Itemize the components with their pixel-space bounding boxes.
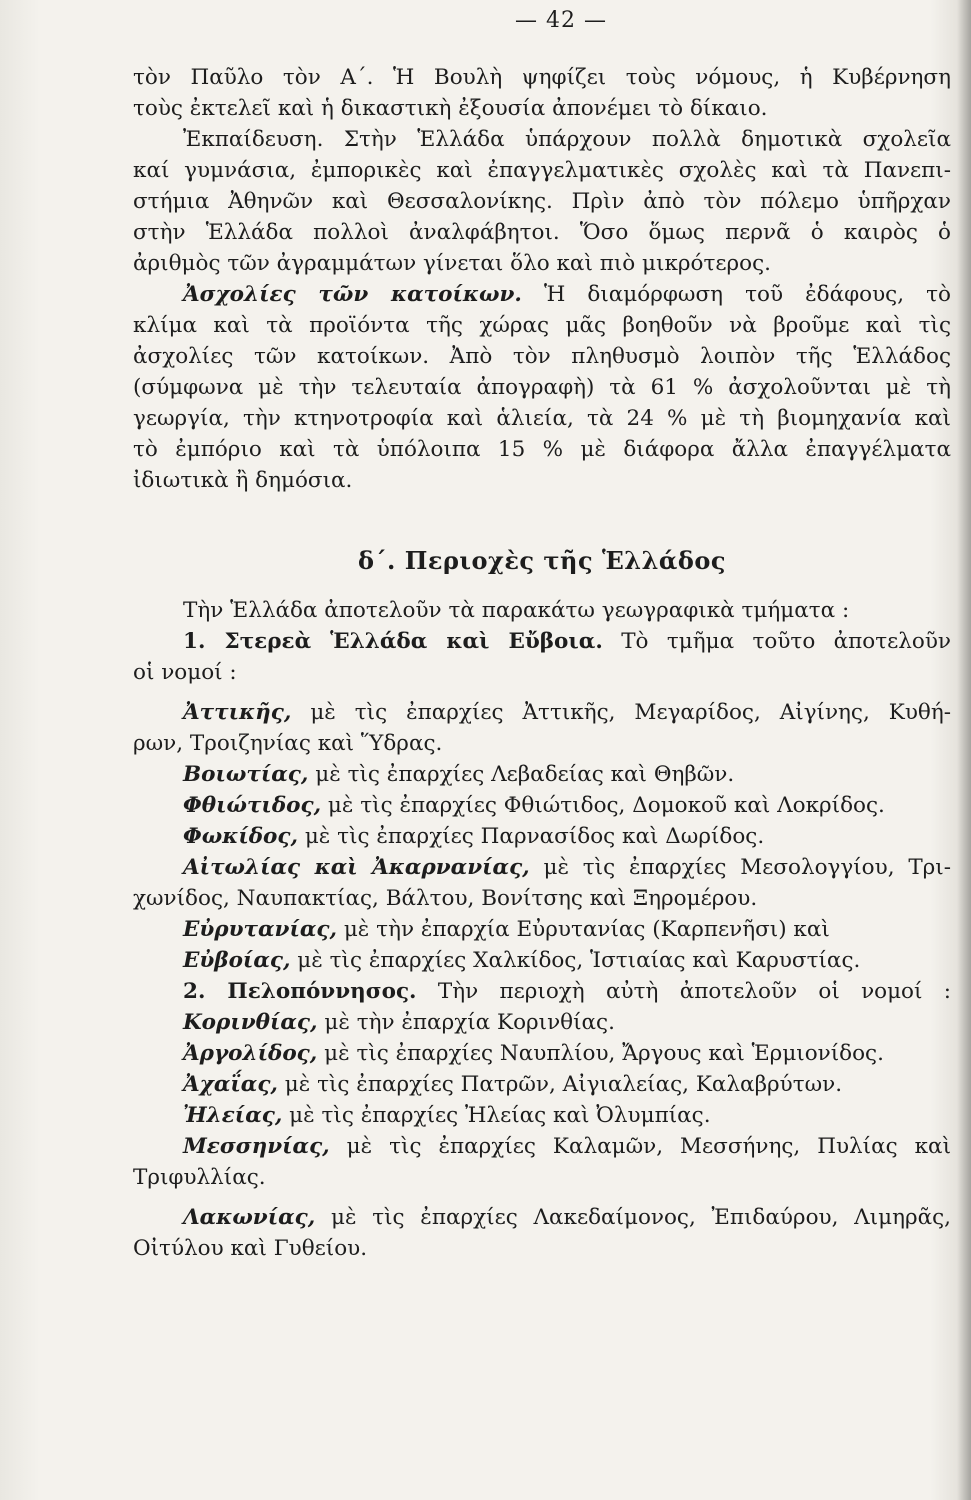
text-line: καί γυμνάσια, ἐμπορικὲς καὶ ἐπαγγελματικὲς σχολὲς καὶ τὰ Πανεπι- (133, 158, 951, 183)
text-line (133, 883, 951, 914)
prefecture-entry (133, 852, 951, 883)
part2-heading: 2. Πελοπόννησος. (183, 979, 417, 1004)
text-span: ρων, Τροιζηνίας καὶ Ὕδρας. (133, 731, 443, 756)
prefecture-entry (133, 1100, 951, 1131)
text-line (133, 1233, 951, 1264)
text-span: μὲ τὶς ἐπαρχίες Παρνασίδος καὶ Δωρίδος. (304, 824, 765, 849)
text-span: μὲ τὶς ἐπαρχίες Πατρῶν, Αἰγιαλείας, Καλαβρύτων. (284, 1072, 843, 1097)
text-span: μὲ τὶς ἐπαρχίες Μεσολογγίου, Τρι- (543, 855, 951, 880)
prefecture-name: Ἀττικῆς, (183, 700, 292, 725)
text-span: Ἡ διαμόρφωση τοῦ ἐδάφους, τὸ (543, 282, 951, 307)
text-span: μὲ τὶς ἐπαρχίες Ἠλείας καὶ Ὀλυμπίας. (289, 1103, 711, 1128)
prefecture-name: Φθιώτιδος, (183, 793, 322, 818)
prefecture-entry (133, 821, 951, 852)
text-span: Τὸ τμῆμα τοῦτο ἀποτελοῦν (621, 629, 951, 654)
paragraph-education (133, 124, 951, 155)
text-line: τὸν Παῦλο τὸν Α΄. Ἡ Βουλὴ ψηφίζει τοὺς νόμους, ἡ Κυβέρνηση (133, 65, 951, 90)
part1-heading-line (133, 626, 951, 657)
text-line: κλίμα καὶ τὰ προϊόντα τῆς χώρας μᾶς βοηθοῦν νὰ βροῦμε καὶ τὶς (133, 313, 951, 338)
prefecture-entry (133, 697, 951, 728)
paragraph-occupations (133, 279, 951, 310)
prefecture-entry (133, 1038, 951, 1069)
part1-heading: 1. Στερεὰ Ἑλλάδα καὶ Εὔβοια. (183, 629, 603, 654)
prefecture-name: Αἰτωλίας καὶ Ἀκαρνανίας, (183, 855, 530, 880)
prefecture-entry (133, 1202, 951, 1233)
text-line: ἀριθμὸς τῶν ἀγραμμάτων γίνεται ὅλο καὶ πιὸ μικρότερος. (133, 251, 771, 276)
prefecture-name: Λακωνίας, (183, 1205, 316, 1230)
part1-prefecture-list (133, 697, 951, 976)
text-span: Τὴν περιοχὴ αὐτὴ ἀποτελοῦν οἱ νομοί : (437, 979, 952, 1004)
text-line: στήμια Ἀθηνῶν καὶ Θεσσαλονίκης. Πρὶν ἀπὸ τὸν πόλεμο ὑπῆρχαν (133, 189, 951, 214)
education-heading: Ἐκπαίδευση. (183, 127, 324, 152)
text-line: γεωργία, τὴν κτηνοτροφία καὶ ἁλιεία, τὰ 24 % μὲ τὴ βιομηχανία καὶ (133, 406, 951, 431)
prefecture-entry (133, 1131, 951, 1162)
prefecture-entry (133, 1069, 951, 1100)
text-span: μὲ τὶς ἐπαρχίες Ναυπλίου, Ἄργους καὶ Ἑρμιονίδος. (324, 1041, 884, 1066)
page-edge-shadow (957, 0, 971, 1500)
text-span: μὲ τὶς ἐπαρχίες Λεβαδείας καὶ Θηβῶν. (315, 762, 735, 787)
prefecture-entry (133, 790, 951, 821)
text-span: μὲ τὴν ἐπαρχία Εὐρυτανίας (Καρπενῆσι) καὶ (343, 917, 830, 942)
section-intro: Τὴν Ἑλλάδα ἀποτελοῦν τὰ παρακάτω γεωγραφικὰ τμήματα : (183, 598, 850, 623)
prefecture-name: Βοιωτίας, (183, 762, 309, 787)
page-number: — 42 — (515, 8, 607, 33)
prefecture-name: Εὐρυτανίας, (183, 917, 337, 942)
prefecture-entry (133, 1007, 951, 1038)
text-line (133, 728, 951, 759)
text-line: (σύμφωνα μὲ τὴν τελευταία ἀπογραφὴ) τὰ 61 % ἀσχολοῦνται μὲ τὴ (133, 375, 951, 400)
text-line (133, 1162, 951, 1193)
text-line: οἱ νομοί : (133, 660, 237, 685)
prefecture-name: Ἀχαΐας, (183, 1072, 278, 1097)
prefecture-name: Ἀργολίδος, (183, 1041, 318, 1066)
prefecture-name: Φωκίδος, (183, 824, 298, 849)
text-span: Στὴν Ἑλλάδα ὑπάρχουν πολλὰ δημοτικὰ σχολεῖα (343, 127, 951, 152)
text-span: χωνίδος, Ναυπακτίας, Βάλτου, Βονίτσης καὶ Ξηρομέρου. (133, 886, 758, 911)
text-span: μὲ τὶς ἐπαρχίες Χαλκίδος, Ἱστιαίας καὶ Καρυστίας. (297, 948, 861, 973)
section-title: δ΄. Περιοχὲς τῆς Ἑλλάδος (357, 546, 727, 575)
page-body (133, 62, 951, 1264)
text-line: ἰδιωτικὰ ἢ δημόσια. (133, 468, 353, 493)
text-span: Τριφυλλίας. (133, 1165, 266, 1190)
text-line: στὴν Ἑλλάδα πολλοὶ ἀναλφάβητοι. Ὅσο ὅμως περνᾶ ὁ καιρὸς ὁ (133, 220, 951, 245)
prefecture-entry (133, 914, 951, 945)
text-line: τὸ ἐμπόριο καὶ τὰ ὑπόλοιπα 15 % μὲ διάφορα ἄλλα ἐπαγγέλματα (133, 437, 951, 462)
prefecture-name: Εὐβοίας, (183, 948, 291, 973)
part2-prefecture-list (133, 1007, 951, 1264)
prefecture-name: Κορινθίας, (183, 1010, 318, 1035)
text-span: μὲ τὴν ἐπαρχία Κορινθίας. (324, 1010, 615, 1035)
prefecture-entry (133, 945, 951, 976)
part2-heading-line (133, 976, 951, 1007)
prefecture-entry (133, 759, 951, 790)
text-span: μὲ τὶς ἐπαρχίες Καλαμῶν, Μεσσήνης, Πυλίας καὶ (346, 1134, 951, 1159)
text-span: Οἰτύλου καὶ Γυθείου. (133, 1236, 368, 1261)
text-span: μὲ τὶς ἐπαρχίες Φθιώτιδος, Δομοκοῦ καὶ Λοκρίδος. (327, 793, 885, 818)
prefecture-name: Μεσσηνίας, (183, 1134, 330, 1159)
text-line: τοὺς ἐκτελεῖ καὶ ἡ δικαστικὴ ἐξουσία ἀπονέμει τὸ δίκαιο. (133, 96, 768, 121)
prefecture-name: Ἠλείας, (183, 1103, 283, 1128)
text-span: μὲ τὶς ἐπαρχίες Λακεδαίμονος, Ἐπιδαύρου, Λιμηρᾶς, (330, 1205, 951, 1230)
text-line: ἀσχολίες τῶν κατοίκων. Ἀπὸ τὸν πληθυσμὸ λοιπὸν τῆς Ἑλλάδος (133, 344, 951, 369)
text-span: μὲ τὶς ἐπαρχίες Ἀττικῆς, Μεγαρίδος, Αἰγίνης, Κυθή- (310, 700, 951, 725)
occupations-heading: Ἀσχολίες τῶν κατοίκων. (183, 282, 522, 307)
